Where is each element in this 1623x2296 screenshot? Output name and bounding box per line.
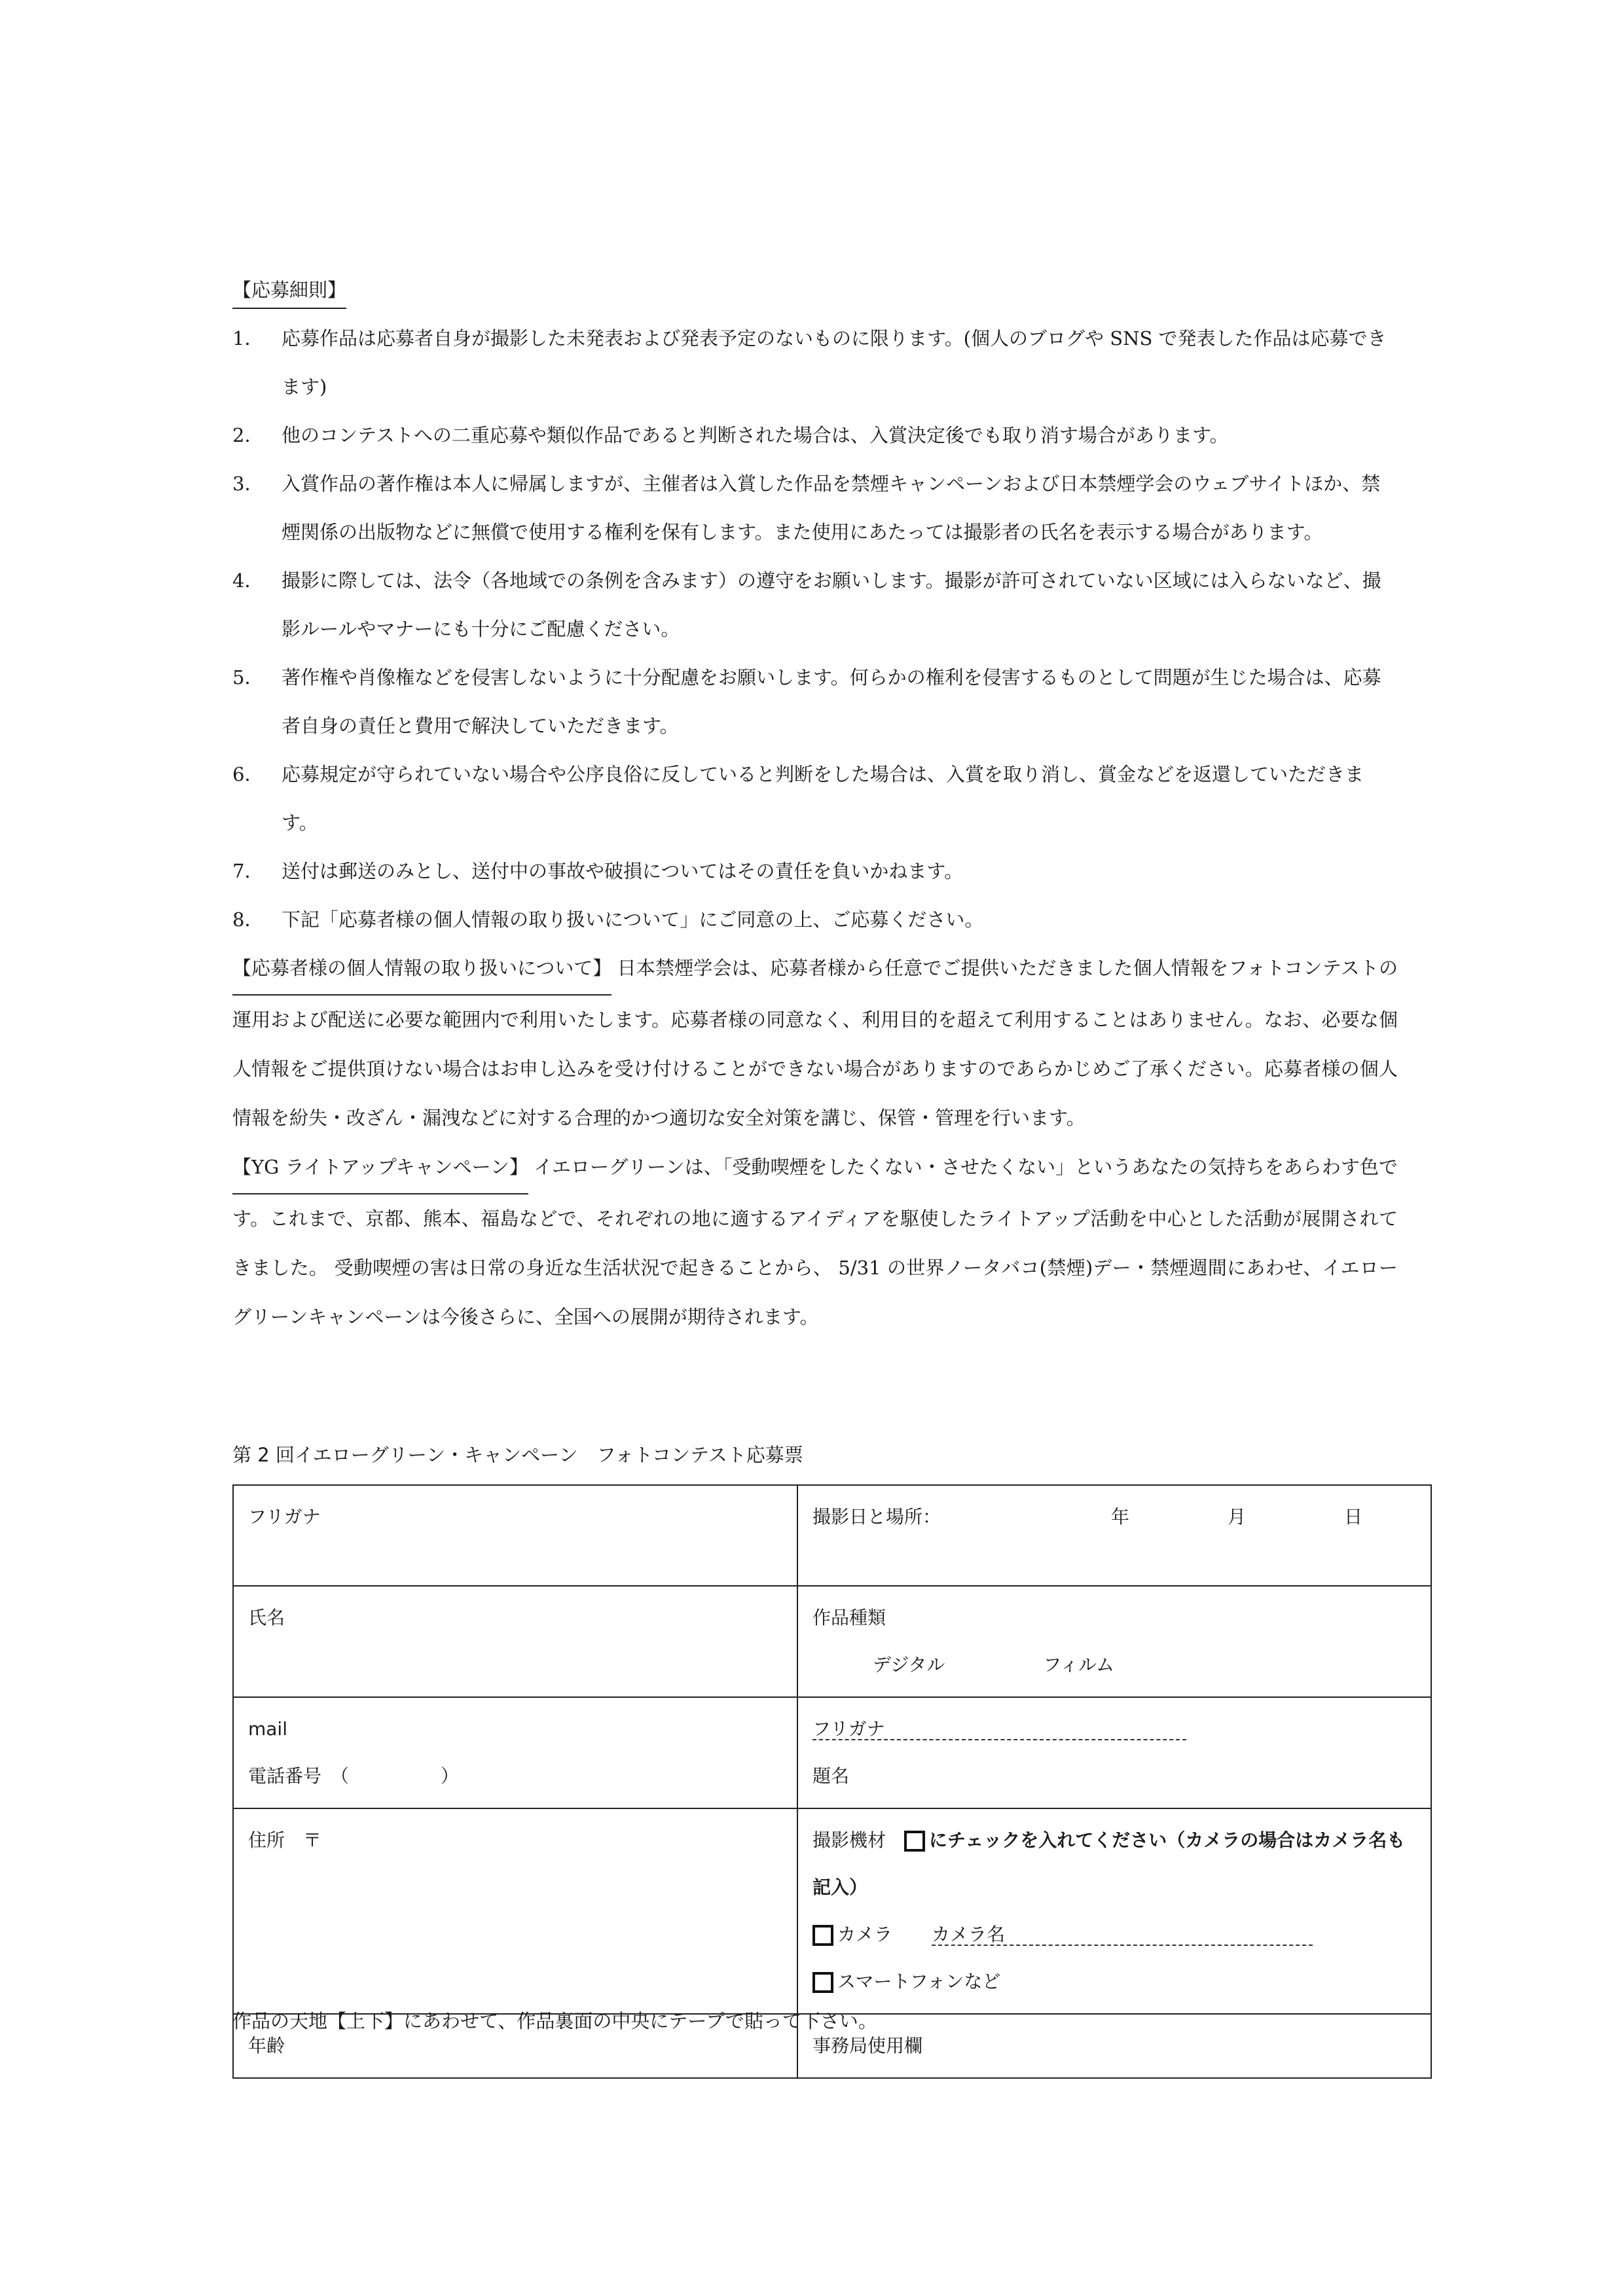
- office-use-field: [797, 2014, 1431, 2078]
- age-label: 年齢: [248, 2035, 285, 2056]
- day-label: 日: [1344, 1506, 1363, 1528]
- camera-label: カメラ: [837, 1924, 893, 1945]
- rule-text: 送付は郵送のみとし、送付中の事故や破損についてはその責任を負いかねます。: [282, 860, 964, 882]
- entry-form-table: [232, 1484, 1432, 2079]
- rule-item: [232, 750, 1398, 847]
- furigana-field[interactable]: [233, 1485, 797, 1586]
- rule-item: [232, 314, 1398, 411]
- work-type-field: [797, 1586, 1431, 1697]
- rule-item: [232, 847, 1398, 895]
- privacy-text: 日本禁煙学会は、応募者様から任意でご提供いただきました個人情報をフォトコンテストの運用および配送に必要な範囲内で利用いたします。応募者様の同意なく、利用目的を超えて利用することはありません。なお、必要な個人情報をご提供頂けない場合はお申し込みを受け付けることができない場合がありますのであらかじめご了承ください。応募者様の個人情報を紛失・改ざん・漏洩などに対する合理的かつ適切な安全対策を講じ、保管・管理を行います。: [232, 957, 1398, 1129]
- rules-heading: 【応募細則】: [232, 274, 346, 309]
- equipment-field: [797, 1808, 1431, 2014]
- privacy-paragraph: [232, 944, 1398, 1143]
- rule-number: 5．: [232, 666, 264, 689]
- rule-item: [232, 459, 1398, 556]
- rule-number: 1．: [232, 327, 264, 350]
- work-title-field[interactable]: [797, 1697, 1431, 1808]
- rule-text: 応募作品は応募者自身が撮影した未発表および発表予定のないものに限ります。(個人のブログや SNS で発表した作品は応募できます): [282, 327, 1387, 398]
- equipment-label: 撮影機材: [812, 1829, 886, 1851]
- title-furigana-label: フリガナ: [812, 1719, 1186, 1740]
- rule-number: 7．: [232, 860, 264, 882]
- rule-text: 著作権や肖像権などを侵害しないように十分配慮をお願いします。何らかの権利を侵害するものとして問題が生じた場合は、応募者自身の責任と費用で解決していただきます。: [282, 666, 1381, 737]
- work-title-label: 題名: [812, 1765, 850, 1787]
- rule-text: 撮影に際しては、法令（各地域での条例を含みます）の遵守をお願いします。撮影が許可されていない区域には入らないなど、撮影ルールやマナーにも十分にご配慮ください。: [282, 569, 1381, 640]
- contact-field[interactable]: [233, 1697, 797, 1808]
- camera-name-label[interactable]: カメラ名: [932, 1925, 1313, 1946]
- rule-number: 8．: [232, 908, 264, 931]
- smartphone-label: スマートフォンなど: [837, 1971, 1001, 1992]
- film-option[interactable]: フィルム: [1043, 1654, 1114, 1676]
- rule-item: [232, 653, 1398, 750]
- furigana-label: フリガナ: [248, 1506, 321, 1528]
- camera-checkbox[interactable]: [812, 1925, 833, 1946]
- rule-text: 他のコンテストへの二重応募や類似作品であると判断された場合は、入賞決定後でも取り消す場合があります。: [282, 424, 1229, 446]
- entry-form-title: 第 2 回イエローグリーン・キャンペーン フォトコンテスト応募票: [232, 1444, 803, 1466]
- address-field[interactable]: [233, 1808, 797, 2014]
- rule-text: 下記「応募者様の個人情報の取り扱いについて」にご同意の上、ご応募ください。: [282, 908, 984, 931]
- office-use-label: 事務局使用欄: [812, 2035, 923, 2056]
- rule-number: 4．: [232, 569, 264, 592]
- address-label: 住所 〒: [248, 1829, 322, 1851]
- rule-text: 応募規定が守られていない場合や公序良俗に反していると判断をした場合は、入賞を取り消し、賞金などを返還していただきます。: [282, 763, 1364, 834]
- work-type-label: 作品種類: [812, 1607, 886, 1628]
- footer-note: 作品の天地【上下】にあわせて、作品裏面の中央にテープで貼って下さい。: [232, 2010, 877, 2032]
- campaign-text: イエローグリーンは、「受動喫煙をしたくない・させたくない」というあなたの気持ちをあらわす色です。これまで、京都、熊本、福島などで、それぞれの地に適するアイディアを駆使したライトアップ活動を中心とした活動が展開されてきました。 受動喫煙の害は日常の身近な生活状況で起きることから、 5/31 の世界ノータバコ(禁煙)デー・禁煙週間にあわせ、イエローグリーンキャンペーンは今後さらに、全国への展開が期待されます。: [232, 1156, 1398, 1328]
- shoot-date-place-field[interactable]: [797, 1485, 1431, 1586]
- name-field[interactable]: [233, 1586, 797, 1697]
- year-label: 年: [1111, 1506, 1130, 1528]
- equipment-note: にチェックを入れてください（カメラの場合はカメラ名も記入）: [812, 1829, 1406, 1898]
- privacy-heading: 【応募者様の個人情報の取り扱いについて】: [232, 944, 611, 996]
- campaign-heading: 【YG ライトアップキャンペーン】: [232, 1143, 528, 1194]
- phone-label: 電話番号 （ ）: [248, 1765, 460, 1787]
- smartphone-checkbox[interactable]: [812, 1972, 833, 1993]
- campaign-paragraph: [232, 1143, 1398, 1342]
- name-label: 氏名: [248, 1607, 285, 1628]
- mail-label: mail: [248, 1718, 287, 1740]
- application-rules: [232, 274, 1398, 1342]
- rule-text: 入賞作品の著作権は本人に帰属しますが、主催者は入賞した作品を禁煙キャンペーンおよび日本禁煙学会のウェブサイトほか、禁煙関係の出版物などに無償で使用する権利を保有します。また使用にあたっては撮影者の氏名を表示する場合があります。: [282, 473, 1381, 543]
- checkbox-icon: [904, 1831, 925, 1852]
- rule-number: 3．: [232, 473, 264, 495]
- rule-number: 2．: [232, 424, 264, 446]
- rules-list: [232, 314, 1398, 944]
- rule-item: [232, 411, 1398, 459]
- rule-item: [232, 895, 1398, 944]
- rule-item: [232, 556, 1398, 653]
- rule-number: 6．: [232, 763, 264, 785]
- month-label: 月: [1228, 1506, 1247, 1528]
- digital-option[interactable]: デジタル: [873, 1654, 945, 1676]
- shoot-date-place-label: 撮影日と場所：: [812, 1506, 941, 1528]
